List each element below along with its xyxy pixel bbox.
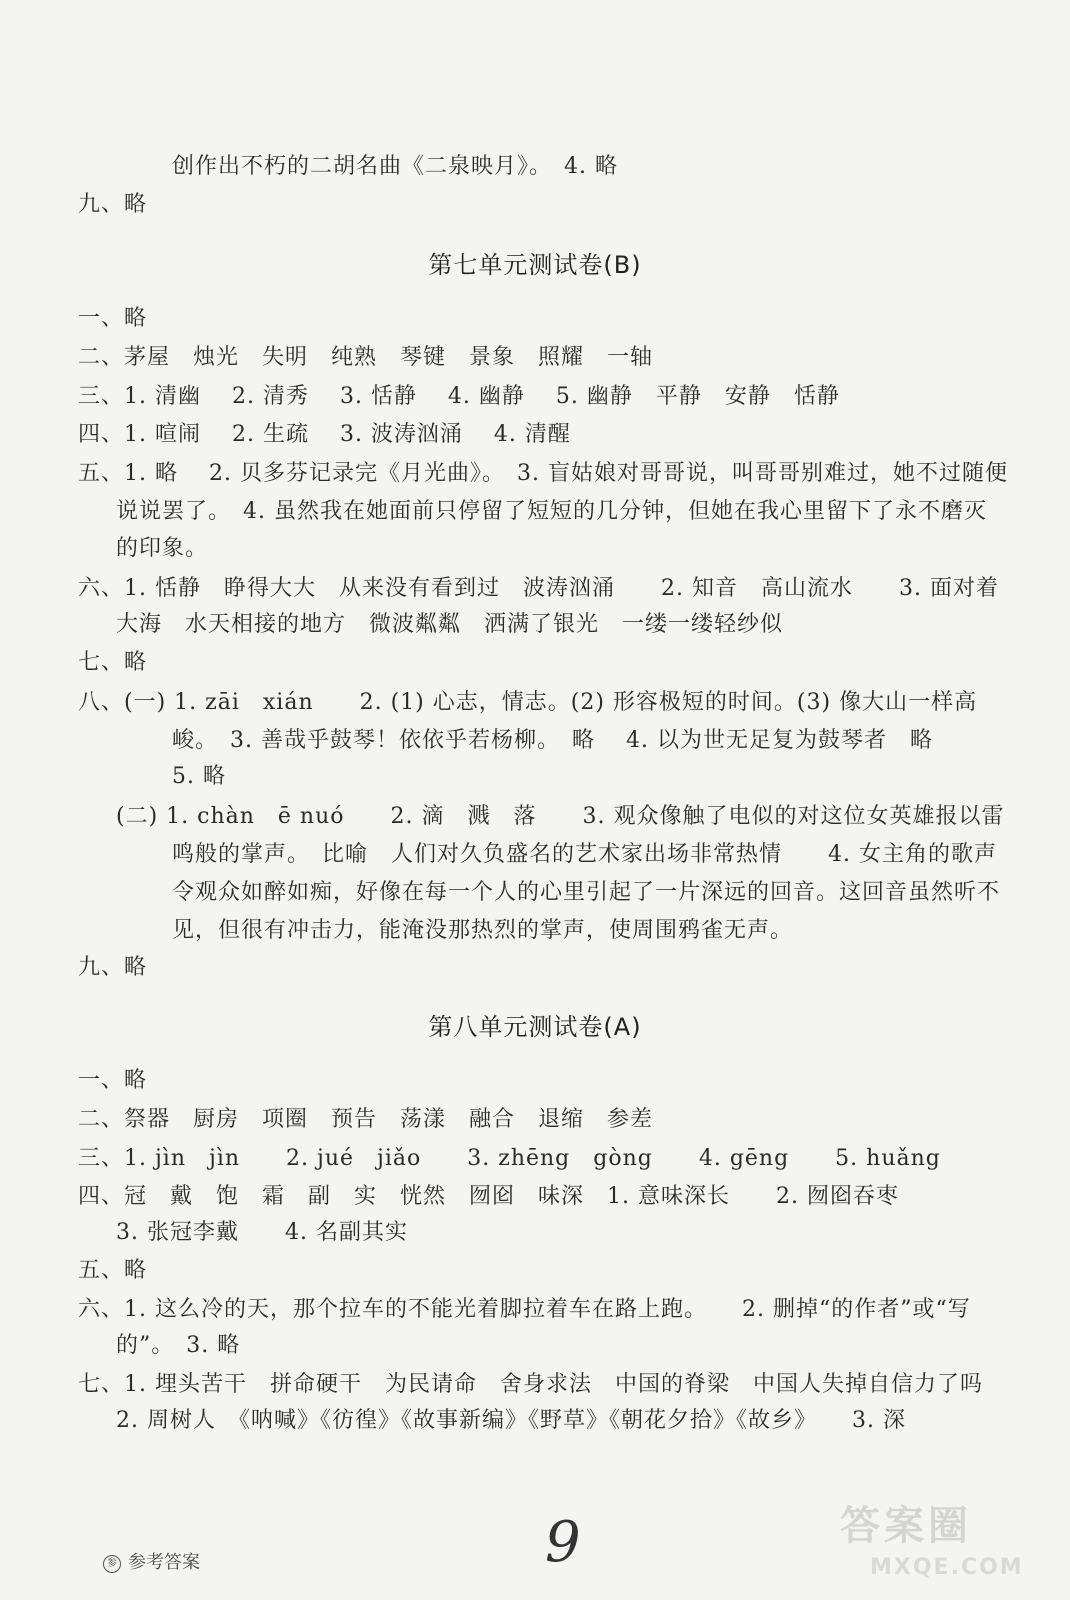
watermark-logo bbox=[840, 1500, 1050, 1590]
section-heading-unit8a: 第八单元测试卷(A) bbox=[428, 1013, 642, 1041]
text-line: 一、略 bbox=[78, 1068, 148, 1093]
text-line: 二、茅屋 烛光 失明 纯熟 琴键 景象 照耀 一轴 bbox=[78, 345, 654, 370]
text-line: 四、冠 戴 饱 霜 副 实 恍然 囫囵 味深 1. 意味深长 2. 囫囵吞枣 bbox=[78, 1184, 899, 1209]
text-line: 七、略 bbox=[78, 650, 148, 675]
footer-label: 参考答案 bbox=[128, 1552, 200, 1573]
text-line: 三、1. 清幽 2. 清秀 3. 恬静 4. 幽静 5. 幽静 平静 安静 恬静 bbox=[78, 384, 840, 409]
text-line: 鸣般的掌声。 比喻 人们对久负盛名的艺术家出场非常热情 4. 女主角的歌声 bbox=[172, 842, 997, 867]
text-line: 3. 张冠李戴 4. 名副其实 bbox=[116, 1220, 408, 1245]
section-heading-unit7b: 第七单元测试卷(B) bbox=[428, 251, 642, 279]
text-line: 2. 周树人 《呐喊》《彷徨》《故事新编》《野草》《朝花夕拾》《故乡》 3. 深 bbox=[116, 1408, 906, 1433]
text-line: 五、1. 略 2. 贝多芬记录完《月光曲》。 3. 盲姑娘对哥哥说，叫哥哥别难过，她不过随便 bbox=[78, 461, 1008, 486]
watermark-title: 答案圈 bbox=[840, 1503, 972, 1549]
text-line: 见，但很有冲击力，能淹没那热烈的掌声，使周围鸦雀无声。 bbox=[172, 918, 794, 943]
text-line: 四、1. 喧闹 2. 生疏 3. 波涛汹涌 4. 清醒 bbox=[78, 422, 571, 447]
text-line: 大海 水天相接的地方 微波粼粼 洒满了银光 一缕一缕轻纱似 bbox=[116, 612, 784, 637]
text-line: 说说罢了。 4. 虽然我在她面前只停留了短短的几分钟，但她在我心里留下了永不磨灭 bbox=[116, 499, 987, 524]
text-line: 六、1. 恬静 睁得大大 从来没有看到过 波涛汹涌 2. 知音 高山流水 3. 面对着 bbox=[78, 576, 999, 601]
text-line: 二、祭器 厨房 项圈 预告 荡漾 融合 退缩 参差 bbox=[78, 1107, 654, 1132]
text-line: 八、(一) 1. zāi xián 2. (1) 心志，情志。(2) 形容极短的时间。(3) 像大山一样高 bbox=[78, 690, 978, 715]
text-line: 的”。 3. 略 bbox=[116, 1333, 241, 1358]
text-line: 一、略 bbox=[78, 306, 148, 331]
answer-key-icon: 参 bbox=[103, 1555, 121, 1573]
text-line: 创作出不朽的二胡名曲《二泉映月》。 4. 略 bbox=[172, 154, 618, 179]
text-line: 三、1. jìn jìn 2. jué jiǎo 3. zhēng gòng 4. gēng 5. huǎng bbox=[78, 1146, 941, 1171]
watermark-url: MXQE.COM bbox=[870, 1555, 1024, 1580]
text-line: 5. 略 bbox=[172, 764, 226, 789]
text-line: 令观众如醉如痴，好像在每一个人的心里引起了一片深远的回音。这回音虽然听不 bbox=[172, 880, 1001, 905]
text-line: 六、1. 这么冷的天，那个拉车的不能光着脚拉着车在路上跑。 2. 删掉“的作者”或“写 bbox=[78, 1297, 971, 1322]
text-line: 七、1. 埋头苦干 拼命硬干 为民请命 舍身求法 中国的脊梁 中国人失掉自信力了吗 bbox=[78, 1372, 983, 1397]
text-line: 五、略 bbox=[78, 1258, 148, 1283]
text-line: 九、略 bbox=[78, 955, 148, 980]
page-number: 9 bbox=[545, 1510, 581, 1575]
text-line: (二) 1. chàn ē nuó 2. 滴 溅 落 3. 观众像触了电似的对这位女英雄报以雷 bbox=[116, 804, 1005, 829]
text-line: 峻。 3. 善哉乎鼓琴！依依乎若杨柳。 略 4. 以为世无足复为鼓琴者 略 bbox=[172, 728, 933, 753]
text-line: 九、略 bbox=[78, 192, 148, 217]
text-line: 的印象。 bbox=[116, 536, 209, 561]
